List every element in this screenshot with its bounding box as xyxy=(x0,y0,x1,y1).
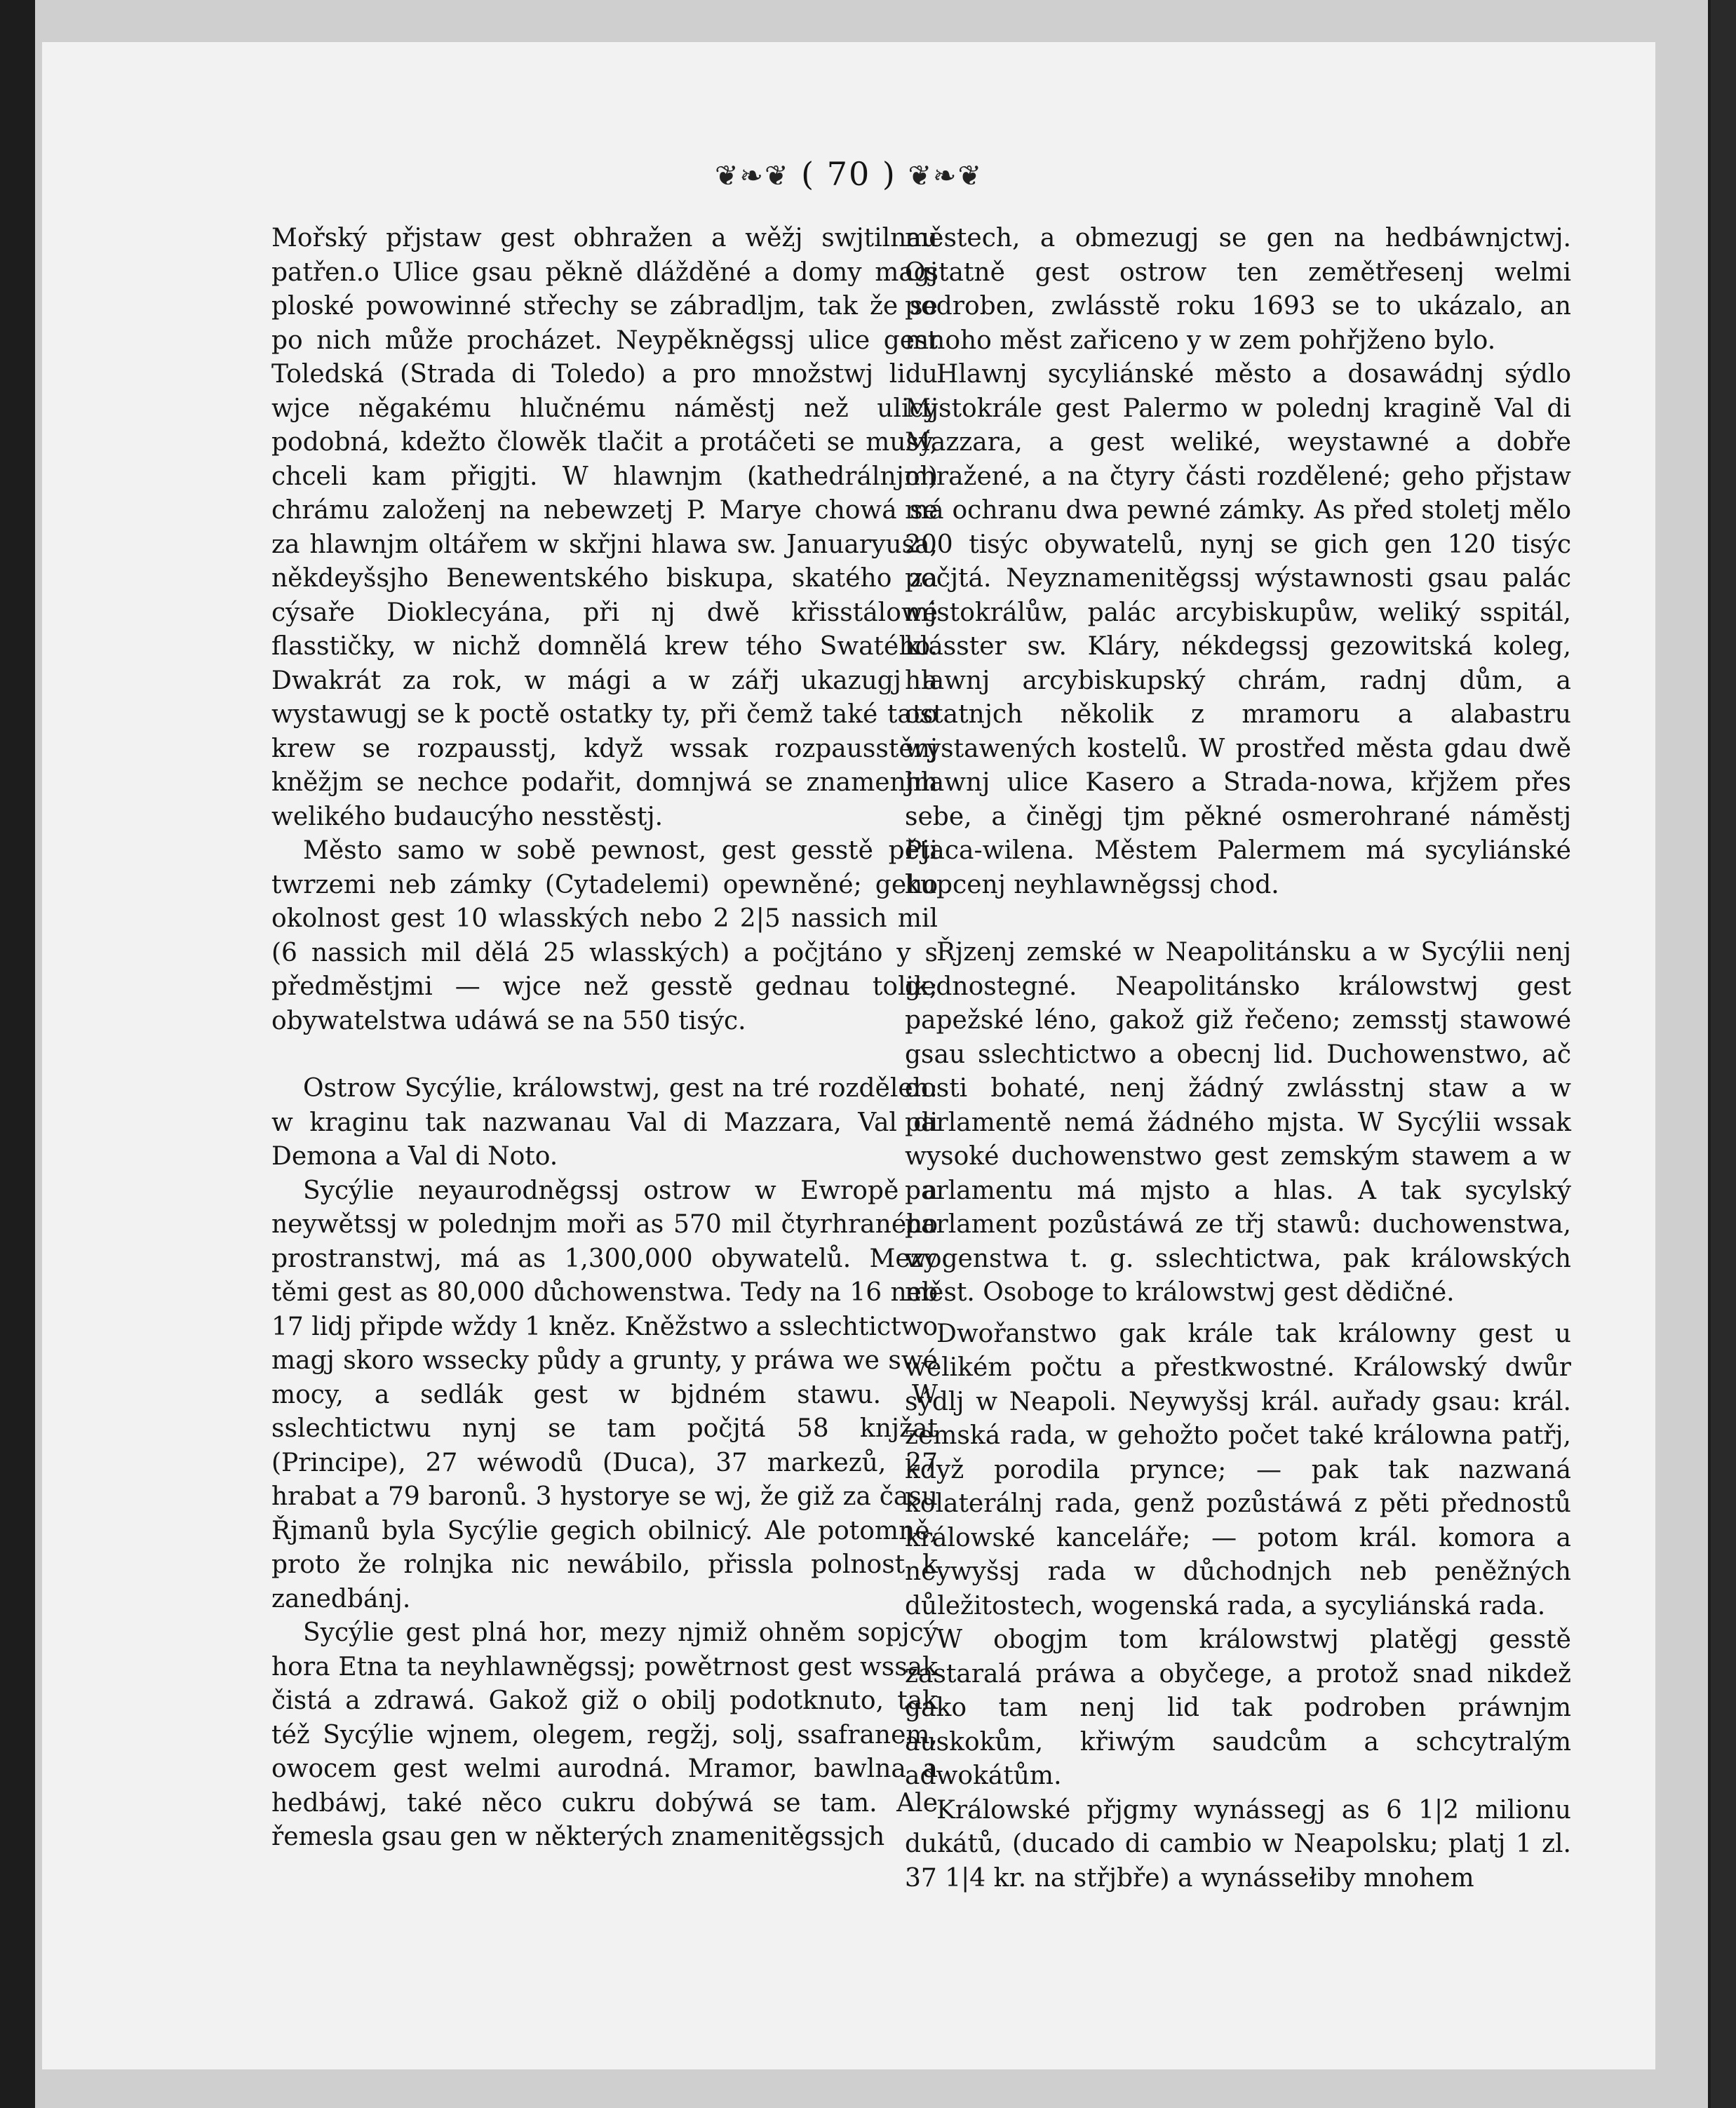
paragraph: Mořský přjstaw gest obhražen a wěžj swjtilnau patřen.o Ulice gsau pěkně dlážděné a domy magj ploské powowinné střechy se zábradljm, tak že se po nich může procházet. Neypěkněgssj ulice gest Toledská (Strada di Toledo) a pro množstwj lidu wjce něgakému hlučnému náměstj než ulicy podobná, kdežto člowěk tlačit a protáčeti se musý, chceli kam přigjti. W hlawnjm (kathedrálnjm) chrámu založenj na nebewzetj P. Marye chowá se za hlawnjm oltářem w skřjni hlawa sw. Januaryusa, někdeyšsjho Benewentského biskupa, skatého za cýsaře Dioklecyána, při nj dwě křisstálowé flasstičky, w nichž domnělá krew tého Swatého. Dwakrát za rok, w mági a w zářj ukazugj a wystawugj se k poctě ostatky ty, při čemž také tato krew se rozpausstj, když wssak rozpausstěnj kněžjm se nechce podařit, domnjwá se znamenjm welikého budaucýho nesstěstj. xyxy=(271,224,938,831)
paragraph: Sycýlie gest plná hor, mezy njmiž ohněm sopjcý hora Etna ta neyhlawněgssj; powětrnost gest wssak čistá a zdrawá. Gakož giž o obilj podotknuto, tak též Sycýlie wjnem, olegem, regžj, solj, ssafranem, owocem gest welmi aurodná. Mramor, bawlna a hedbáwj, také něco cukru dobýwá se tam. Ale řemesla gsau gen w některých znamenitěgssjch xyxy=(271,1618,938,1851)
paragraph: Hlawnj sycyliánské město a dosawádnj sýdlo Mjstokrále gest Palermo w polednj kragině Val di Mazzara, a gest weliké, weystawné a dobře ohražené, a na čtyry části rozdělené; geho přjstaw má ochranu dwa pewné zámky. As před stoletj mělo 200 tisýc obywatelů, nynj se gich gen 120 tisýc počjtá. Neyznamenitěgssj wýstawnosti gsau palác mjstokrálůw, palác arcybiskupůw, weliký sspitál, klásster sw. Kláry, nékdegssj gezowitská koleg, hlawnj arcybiskupský chrám, radnj dům, a ostatnjch několik z mramoru a alabastru wystawených kostelů. W prostřed města gdau dwě hlawnj ulice Kasero a Strada-nowa, křjžem přes sebe, a činěgj tjm pěkné osmerohrané náměstj Pjaca-wilena. Městem Palermem má sycyliánské kupcenj neyhlawněgssj chod. xyxy=(905,360,1571,899)
paragraph: Řjzenj zemské w Neapolitánsku a w Sycýlii nenj gednostegné. Neapolitánsko králowstwj gest papežské léno, gakož giž řečeno; zemsstj stawowé gsau sslechtictwo a obecnj lid. Duchowenstwo, ač dosti bohaté, nenj žádný zwlásstnj staw a w parlamentě nemá žádného mjsta. W Sycýlii wssak wysoké duchowenstwo gest zemským stawem a w parlamentu má mjsto a hlas. A tak sycylský parlament pozůstáwá ze třj stawů: duchowenstwa, wogenstwa t. g. sslechtictwa, pak králowských měst. Osoboge to králowstwj gest dědičné. xyxy=(905,938,1571,1307)
paragraph: Město samo w sobě pewnost, gest gesstě pěti twrzemi neb zámky (Cytadelemi) opewněné; geho okolnost gest 10 wlasských nebo 2 2|5 nassich mil (6 nassich mil dělá 25 wlasských) a počjtáno y s předměstjmi — wjce než gesstě gednau tolik; obywatelstwa udáwá se na 550 tisýc. xyxy=(271,836,938,1035)
paragraph: Sycýlie neyaurodněgssj ostrow w Ewropě a neywětssj w polednjm moři as 570 mil čtyrhraného prostranstwj, má as 1,300,000 obywatelů. Mezy těmi gest as 80,000 důchowenstwa. Tedy na 16 neb 17 lidj připde wždy 1 kněz. Kněžstwo a sslechtictwo magj skoro wssecky půdy a grunty, y práwa we swé mocy, a sedlák gest w bjdném stawu. W sslechtictwu nynj se tam počjtá 58 knjžat (Principe), 27 wéwodů (Duca), 37 markezů, 27 hrabat a 79 baronů. 3 hystorye se wj, že giž za času Řjmanů byla Sycýlie gegich obilnicý. Ale potomně, proto že rolnjka nic newábilo, přissla polnost k zanedbánj. xyxy=(271,1176,938,1613)
page-edge xyxy=(1711,0,1736,2108)
ornament-left-icon: ❦❧❦ xyxy=(714,160,790,192)
paragraph: městech, a obmezugj se gen na hedbáwnjctwj. Ostatně gest ostrow ten zemětřesenj welmi podroben, zwlásstě roku 1693 se to ukázalo, an mnoho měst zařiceno y w zem pohřjženo bylo. xyxy=(905,224,1571,355)
page-header xyxy=(42,146,1655,202)
right-column xyxy=(905,222,1571,1895)
left-column xyxy=(271,222,938,1855)
book-page xyxy=(42,42,1655,2069)
paragraph: Dwořanstwo gak krále tak králowny gest u welikém počtu a přestkwostné. Králowský dwůr sýdlj w Neapoli. Neywyšsj král. auřady gsau: král. zemská rada, w gehožto počet také králowna patřj, když porodila prynce; — pak tak nazwaná kolaterálnj rada, genž pozůstáwá z pěti přednostů králowské kanceláře; — potom král. komora a neywyšsj rada w důchodnjch neb peněžných důležitostech, wogenská rada, a sycyliánská rada. xyxy=(905,1319,1571,1620)
paragraph: Ostrow Sycýlie, králowstwj, gest na tré rozdělen: w kraginu tak nazwanau Val di Mazzara, Val di Demona a Val di Noto. xyxy=(271,1074,938,1171)
paragraph: W obogjm tom králowstwj platěgj gesstě zastaralá práwa a obyčege, a protož snad nikdež gako tam nenj lid tak podroben práwnjm auskokům, křiwým saudcům a schcytralým adwokátům. xyxy=(905,1625,1571,1790)
ornament-right-icon: ❦❧❦ xyxy=(908,160,983,192)
page-number: ( 70 ) xyxy=(801,155,896,193)
paragraph: Králowské přjgmy wynássegj as 6 1|2 milionu dukátů, (ducado di cambio w Neapolsku; platj 1 zl. 37 1|4 kr. na střjbře) a wynássełiby mnohem xyxy=(905,1795,1571,1893)
